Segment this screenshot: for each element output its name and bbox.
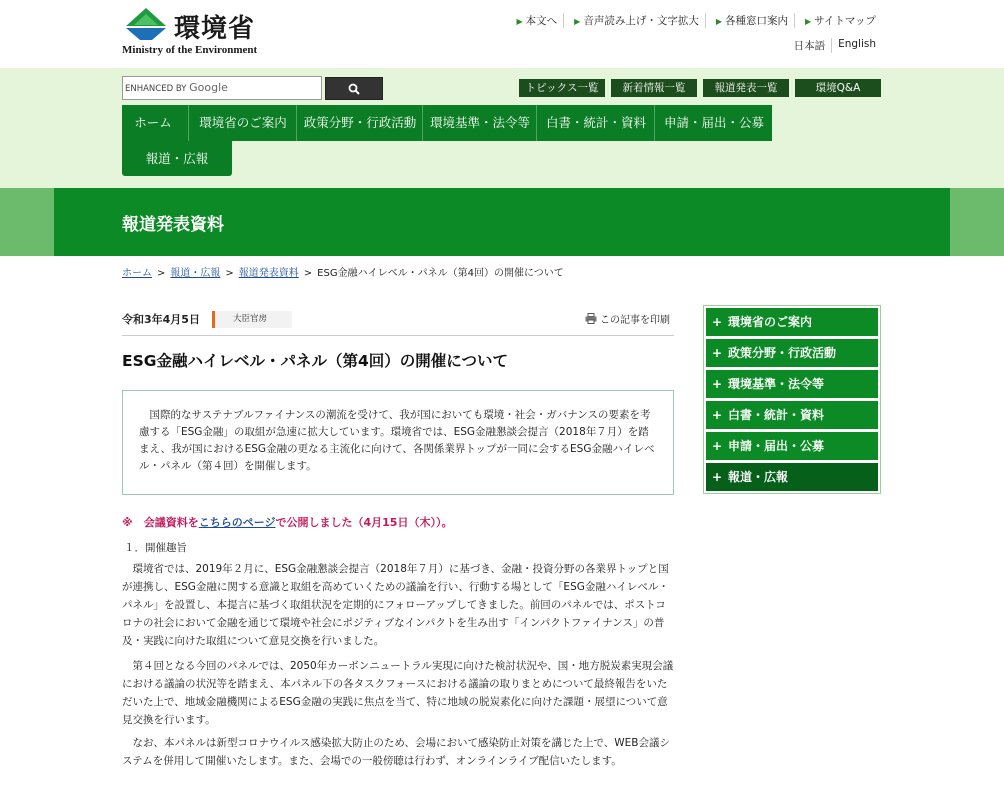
- arrow-right-icon: ▶: [574, 17, 581, 26]
- quick-link-press[interactable]: 報道発表一覧: [703, 79, 789, 97]
- department-badge: 大臣官房: [212, 311, 292, 328]
- article-date: 令和3年4月5日: [122, 313, 200, 326]
- breadcrumb-current: ESG金融ハイレベル・パネル（第4回）の開催について: [317, 268, 564, 279]
- util-link-skip[interactable]: ▶ 本文へ: [516, 15, 558, 27]
- sidebar-item-policy[interactable]: + 政策分野・行政活動: [706, 339, 878, 367]
- paragraph-2: 第４回となる今回のパネルでは、2050年カーボンニュートラル実現に向けた検討状況や、国・地方脱炭素実現会議における議論の状況等を踏まえ、本パネル下の各タスクフォースにおける議論の取りまとめについて最終報告をいただいた上で、地域金融機関によるESG金融の実践に焦点を当て、特に地域の脱炭素化に向けた課題・展望について意見交換を行います。: [122, 660, 674, 726]
- article-title: ESG金融ハイレベル・パネル（第4回）の開催について: [122, 352, 508, 370]
- plus-icon: +: [711, 346, 723, 360]
- divider: [122, 335, 674, 336]
- arrow-right-icon: ▶: [516, 17, 523, 26]
- plus-icon: +: [711, 408, 723, 422]
- plus-icon: +: [711, 315, 723, 329]
- paragraph-1: 環境省では、2019年２月に、ESG金融懇談会提言（2018年７月）に基づき、金融・投資分野の各業界トップと国が連携し、ESG金融に関する意識と取組を高めていくための議論を行い、行動する場として「ESG金融ハイレベル・パネル」を設置し、本提言に基づく取組状況を定期的にフォローアップしてきました。前回のパネルでは、ポストコロナの社会において金融を通じて環境や社会にポジティブなインパクトを生み出す「インパクトファイナンス」の普及・実践に向けた取組について意見交換を行いました。: [122, 563, 669, 647]
- breadcrumb-press[interactable]: 報道・広報: [170, 268, 221, 279]
- lang-japanese[interactable]: 日本語: [793, 40, 826, 52]
- breadcrumb-home[interactable]: ホーム: [122, 268, 152, 279]
- logo-mark-icon: [122, 6, 170, 42]
- plus-icon: +: [711, 377, 723, 391]
- breadcrumb: [122, 264, 564, 279]
- logo-text-jp: 環境省: [174, 14, 256, 44]
- sidebar-item-press[interactable]: + 報道・広報: [706, 463, 878, 491]
- site-header: [0, 0, 1004, 68]
- sidebar-item-about[interactable]: + 環境省のご案内: [706, 308, 878, 336]
- nav-policy[interactable]: 政策分野・行政活動: [296, 105, 423, 141]
- nav-application[interactable]: 申請・届出・公募: [654, 105, 773, 141]
- logo-text-en: Ministry of the Environment: [122, 44, 258, 56]
- site-logo[interactable]: [122, 6, 282, 60]
- summary-box: [122, 390, 674, 495]
- plus-icon: +: [711, 439, 723, 453]
- breadcrumb-sep: >: [303, 268, 313, 279]
- util-link-sitemap[interactable]: ▶ サイトマップ: [794, 13, 882, 28]
- section-heading: １．開催趣旨: [124, 542, 187, 554]
- sidebar-item-whitepaper[interactable]: + 白書・統計・資料: [706, 401, 878, 429]
- nav-press[interactable]: 報道・広報: [145, 151, 209, 166]
- search-button[interactable]: [325, 77, 383, 100]
- language-switch: [788, 38, 882, 53]
- quick-link-topics[interactable]: トピックス一覧: [519, 79, 605, 97]
- nav-whitepaper[interactable]: 白書・統計・資料: [536, 105, 655, 141]
- page-title: 報道発表資料: [122, 215, 224, 235]
- summary-text: 国際的なサステナブルファイナンスの潮流を受けて、我が国においても環境・社会・ガバナンスの要素を考慮する「ESG金融」の取組が急速に拡大しています。環境省では、ESG金融懇談会提言（2018年７月）を踏まえ、我が国におけるESG金融の更なる主流化に向けて、各関係業界トップが一同に会するESG金融ハイレベル・パネル（第４回）を開催します。: [139, 409, 655, 472]
- arrow-right-icon: ▶: [715, 17, 722, 26]
- search-placeholder: ENHANCED BY Google: [125, 81, 228, 94]
- printer-icon: [585, 313, 597, 324]
- nav-standards[interactable]: 環境基準・法令等: [422, 105, 537, 141]
- util-link-voice[interactable]: ▶ 音声読み上げ・文字拡大: [563, 13, 705, 28]
- util-link-contact[interactable]: ▶ 各種窓口案内: [705, 13, 794, 28]
- nav-about[interactable]: 環境省のご案内: [188, 105, 297, 141]
- search-input[interactable]: [122, 76, 322, 100]
- sidebar-nav: [703, 305, 881, 494]
- quick-link-new[interactable]: 新着情報一覧: [611, 79, 697, 97]
- notice-line: ※ 会議資料をこちらのページで公開しました（4月15日（木））。: [122, 516, 453, 529]
- sidebar-item-standards[interactable]: + 環境基準・法令等: [706, 370, 878, 398]
- search-icon: [348, 83, 360, 95]
- breadcrumb-sep: >: [225, 268, 234, 279]
- breadcrumb-releases[interactable]: 報道発表資料: [238, 268, 299, 279]
- materials-link[interactable]: こちらのページ: [198, 516, 276, 529]
- nav-home[interactable]: ホーム: [134, 115, 172, 130]
- plus-icon: +: [711, 470, 723, 484]
- quick-link-qa[interactable]: 環境Q&A: [795, 79, 881, 97]
- sidebar-item-application[interactable]: + 申請・届出・公募: [706, 432, 878, 460]
- paragraph-3: なお、本パネルは新型コロナウイルス感染拡大防止のため、会場において感染防止対策を講じた上で、WEB会議システムを併用して開催いたします。また、会場での一般傍聴は行わず、オンラインライブ配信いたします。: [122, 737, 670, 767]
- arrow-right-icon: ▶: [804, 17, 812, 26]
- breadcrumb-sep: >: [157, 268, 166, 279]
- utility-links: [507, 13, 882, 28]
- print-link[interactable]: この記事を印刷: [585, 311, 670, 326]
- lang-english[interactable]: English: [831, 38, 882, 53]
